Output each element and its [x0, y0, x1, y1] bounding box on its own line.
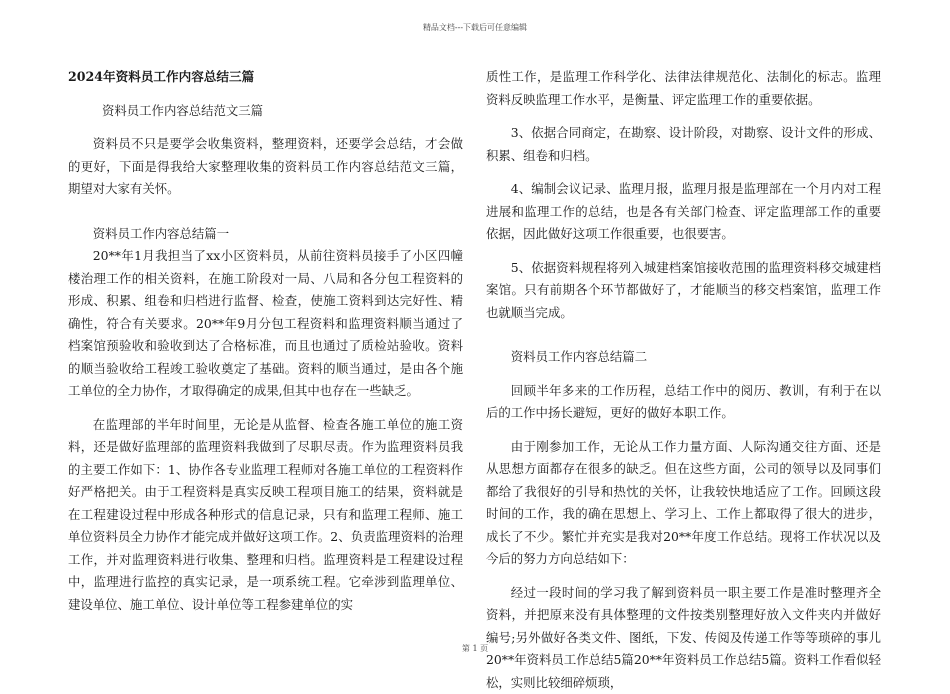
document-subtitle: 资料员工作内容总结范文三篇 [68, 100, 463, 123]
section-heading-1: 资料员工作内容总结篇一 [68, 223, 463, 246]
page-header: 精品文档---下载后可任意编辑 [0, 22, 950, 33]
intro-paragraph: 资料员不只是要学会收集资料，整理资料，还要学会总结，才会做的更好，下面是得我给大家整理收集的资料员工作内容总结范文三篇，期望对大家有关怀。 [68, 133, 463, 201]
paragraph-4: 3、依据合同商定，在勘察、设计阶段，对勘察、设计文件的形成、积累、组卷和归档。 [486, 122, 881, 167]
paragraph-8: 由于刚参加工作，无论从工作力量方面、人际沟通交往方面、还是从思想方面都存在很多的缺乏。但在这些方面，公司的领导以及同事们都给了我很好的引导和热忱的关怀，让我较快地适应了工作。回顾这段时间的工作，我的确在思想上、学习上、工作上都取得了很大的进步，成长了不少。繁忙并充实是我对20**年度工作总结。现将工作状况以及今后的努力方向总结如下： [486, 436, 881, 571]
paragraph-9: 经过一段时间的学习我了解到资料员一职主要工作是准时整理齐全资料，并把原来没有具体整理的文件按类别整理好放入文件夹内并做好编号;另外做好各类文件、图纸，下发、传阅及传递工作等等琐碎的事儿20**年资料员工作总结5篇20**年资料员工作总结5篇。资料工作看似轻松，实则比较细碎烦琐， [486, 582, 881, 694]
paragraph-3: 质性工作，是监理工作科学化、法律法律规范化、法制化的标志。监理资料反映监理工作水平，是衡量、评定监理工作的重要依据。 [486, 66, 881, 111]
right-column [486, 66, 881, 694]
left-column [68, 66, 463, 616]
paragraph-5: 4、编制会议记录、监理月报，监理月报是监理部在一个月内对工程进展和监理工作的总结，也是各有关部门检查、评定监理部工作的重要依据，因此做好这项工作很重要，也很要害。 [486, 178, 881, 246]
paragraph-2: 在监理部的半年时间里，无论是从监督、检查各施工单位的施工资料，还是做好监理部的监理资料我做到了尽职尽责。作为监理资料员我的主要工作如下：1、协作各专业监理工程师对各施工单位的工程资料作好严格把关。由于工程资料是真实反映工程项目施工的结果，资料就是在工程建设过程中形成各种形式的信息记录，只有和监理工程师、施工单位资料员全力协作才能完成并做好这项工作。2、负责监理资料的治理工作，并对监理资料进行收集、整理和归档。监理资料是工程建设过程中，监理进行监控的真实记录，是一项系统工程。它牵涉到监理单位、建设单位、施工单位、设计单位等工程参建单位的实 [68, 414, 463, 617]
paragraph-1: 20**年1月我担当了xx小区资料员，从前往资料员接手了小区四幢楼治理工作的相关资料，在施工阶段对一局、八局和各分包工程资料的形成、积累、组卷和归档进行监督、检查，使施工资料到达完好性、精确性，符合有关要求。20**年9月分包工程资料和监理资料顺当通过了档案馆预验收和验收到达了合格标准，而且也通过了质检站验收。资料的顺当验收给工程竣工验收奠定了基础。资料的顺当通过，是由各个施工单位的全力协作，才取得确定的成果,但其中也存在一些缺乏。 [68, 245, 463, 403]
paragraph-6: 5、依据资料规程将列入城建档案馆接收范围的监理资料移交城建档案馆。只有前期各个环节都做好了，才能顺当的移交档案馆，监理工作也就顺当完成。 [486, 257, 881, 325]
paragraph-7: 回顾半年多来的工作历程，总结工作中的阅历、教训，有利于在以后的工作中扬长避短，更好的做好本职工作。 [486, 380, 881, 425]
document-title: 2024年资料员工作内容总结三篇 [68, 66, 463, 89]
section-heading-2: 资料员工作内容总结篇二 [486, 346, 881, 369]
page-footer: 第 1 页 [0, 643, 950, 654]
